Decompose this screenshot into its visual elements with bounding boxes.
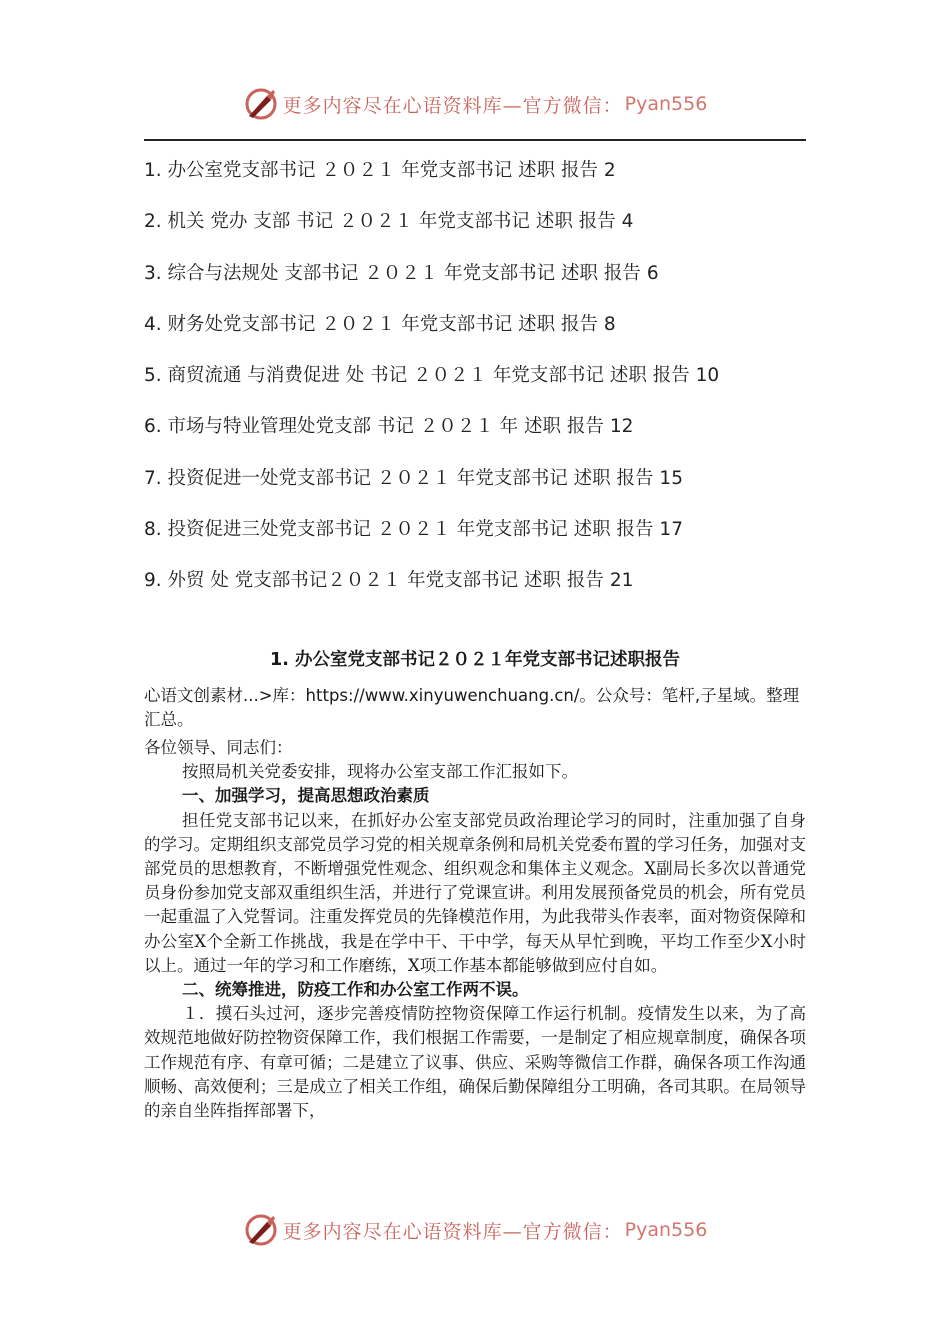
wechat-id: Pyan556 <box>624 93 708 115</box>
intro-paragraph: 按照局机关党委安排，现将办公室支部工作汇报如下。 <box>181 762 578 782</box>
pen-logo-icon <box>243 1212 279 1248</box>
toc-item[interactable]: 7. 投资促进一处党支部书记 ２０２１ 年党支部书记 述职 报告 15 <box>144 467 683 489</box>
toc-item[interactable]: 6. 市场与特业管理处党支部 书记 ２０２１ 年 述职 报告 12 <box>144 416 634 438</box>
section-heading: 二、统筹推进，防疫工作和办公室工作两不误。 <box>181 980 529 1000</box>
wechat-id: Pyan556 <box>624 1219 708 1241</box>
pen-logo-icon <box>243 86 279 122</box>
section-heading: 一、加强学习，提高思想政治素质 <box>181 786 430 806</box>
footer-banner <box>0 1208 950 1252</box>
source-line: 心语文创素材...>库：https://www.xinyuwenchuang.cn/。公众号：笔杆,子星域。整理汇总。 <box>144 686 800 729</box>
banner-slogan: 更多内容尽在心语资料库—官方微信： <box>282 1220 623 1243</box>
toc-item[interactable]: 5. 商贸流通 与消费促进 处 书记 ２０２１ 年党支部书记 述职 报告 10 <box>144 365 720 387</box>
document-title: 1. 办公室党支部书记２０２１年党支部书记述职报告 <box>270 650 680 670</box>
table-of-contents <box>144 156 824 618</box>
salutation: 各位领导、同志们： <box>144 738 293 757</box>
toc-item[interactable]: 2. 机关 党办 支部 书记 ２０２１ 年党支部书记 述职 报告 4 <box>144 211 634 233</box>
paragraph: １．摸石头过河，逐步完善疫情防控物资保障工作运行机制。疫情发生以来，为了高效规范地做好防控物资保障工作，我们根据工作需要，一是制定了相应规章制度，确保各项工作规范有序、有章可循；二是建立了议事、供应、采购等微信工作群，确保各项工作沟通顺畅、高效便利；三是成立了相关工作组，确保后勤保障组分工明确，各司其职。在局领导的亲自坐阵指挥部署下， <box>144 1004 806 1121</box>
toc-item[interactable]: 1. 办公室党支部书记 ２０２１ 年党支部书记 述职 报告 2 <box>144 160 616 181</box>
document-body <box>144 736 806 1123</box>
banner-slogan: 更多内容尽在心语资料库—官方微信： <box>282 94 623 117</box>
toc-item[interactable]: 4. 财务处党支部书记 ２０２１ 年党支部书记 述职 报告 8 <box>144 313 616 335</box>
paragraph: 担任党支部书记以来，在抓好办公室支部党员政治理论学习的同时，注重加强了自身的学习。定期组织支部党员学习党的相关规章条例和局机关党委布置的学习任务，加强对支部党员的思想教育，不断增强党性观念、组织观念和集体主义观念。X副局长多次以普通党员身份参加党支部双重组织生活，并进行了党课宣讲。利用发展预备党员的机会，所有党员一起重温了入党誓词。注重发挥党员的先锋模范作用，为此我带头作表率，面对物资保障和办公室X个全新工作挑战，我是在学中干、干中学，每天从早忙到晚，平均工作至少X小时以上。通过一年的学习和工作磨练，X项工作基本都能够做到应付自如。 <box>144 810 806 975</box>
toc-item[interactable]: 3. 综合与法规处 支部书记 ２０２１ 年党支部书记 述职 报告 6 <box>144 262 659 284</box>
header-banner <box>0 82 950 126</box>
toc-item[interactable]: 9. 外贸 处 党支部书记２０２１ 年党支部书记 述职 报告 21 <box>144 570 634 592</box>
header-divider <box>144 139 806 141</box>
toc-item[interactable]: 8. 投资促进三处党支部书记 ２０２１ 年党支部书记 述职 报告 17 <box>144 519 683 541</box>
